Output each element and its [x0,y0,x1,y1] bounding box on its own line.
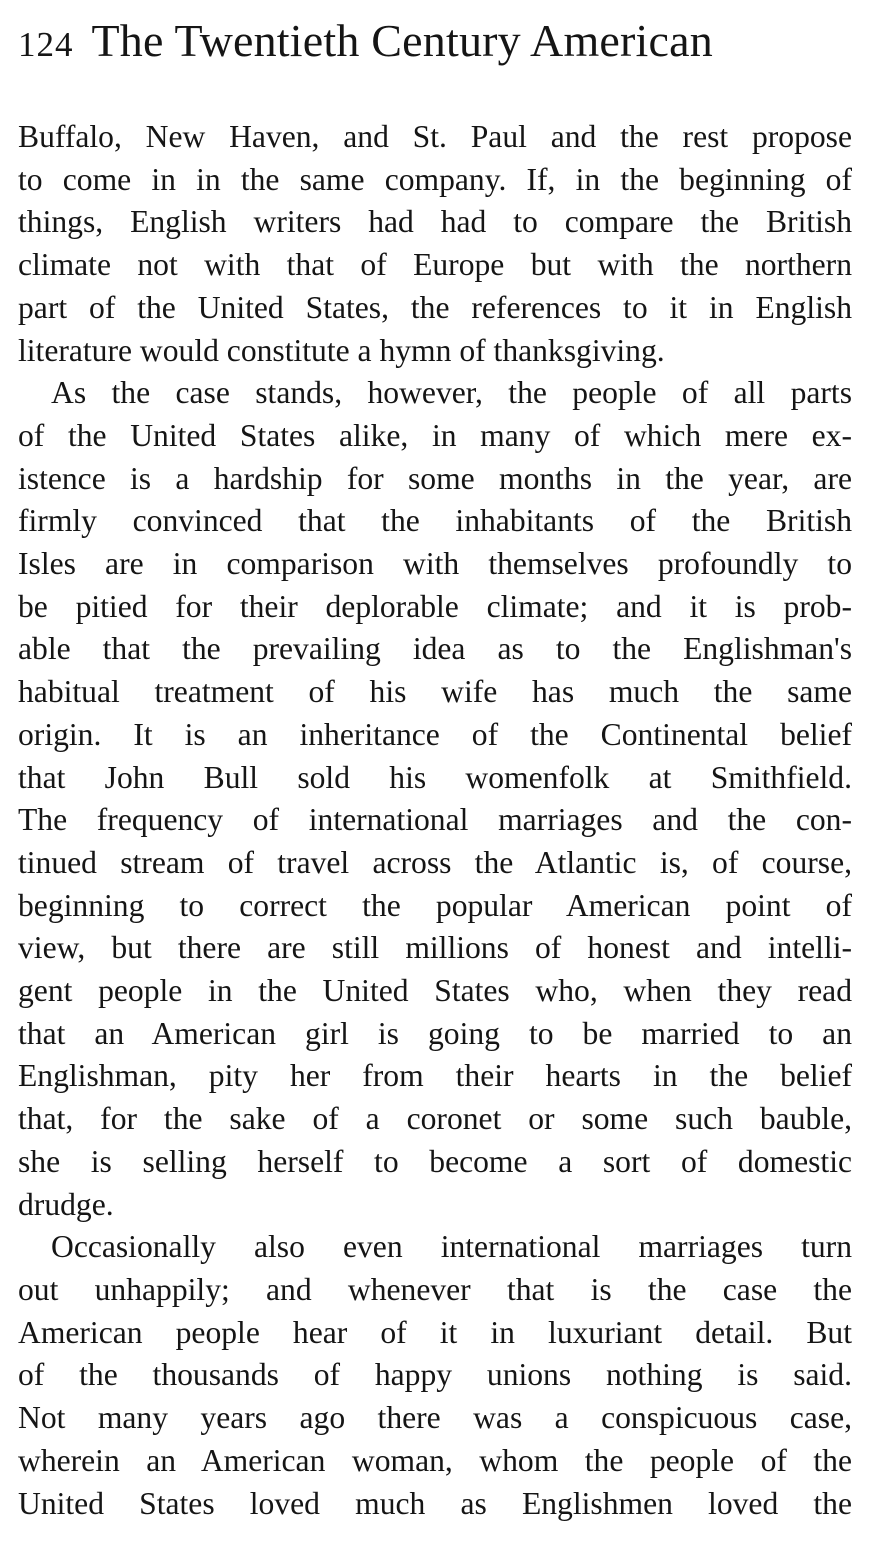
text-line: of the United States alike, in many of which mere ex- [18,417,852,453]
text-line: habitual treatment of his wife has much the same [18,674,852,710]
book-page [18,14,852,1525]
text-line: out unhappily; and whenever that is the case the [18,1271,852,1307]
text-line: firmly convinced that the inhabitants of the British [18,503,852,539]
text-line: istence is a hardship for some months in the year, are [18,460,852,496]
text-line: United States loved much as Englishmen loved the [18,1485,852,1521]
text-line: gent people in the United States who, when they read [18,973,852,1009]
text-line: As the case stands, however, the people of all parts [51,375,852,411]
text-line: literature would constitute a hymn of thanksgiving. [18,332,665,368]
paragraph-3 [18,1226,852,1525]
text-line: able that the prevailing idea as to the Englishman's [18,631,852,667]
paragraph-2 [18,372,852,1226]
text-line: The frequency of international marriages and the con- [18,802,852,838]
text-line: Not many years ago there was a conspicuous case, [18,1400,852,1436]
text-line: tinued stream of travel across the Atlantic is, of course, [18,844,852,880]
text-line: part of the United States, the references to it in English [18,289,852,325]
text-line: origin. It is an inheritance of the Continental belief [18,716,852,752]
text-line: wherein an American woman, whom the people of the [18,1442,852,1478]
text-line: beginning to correct the popular American point of [18,887,852,923]
text-line: Englishman, pity her from their hearts in the belief [18,1058,852,1094]
body-text [18,116,852,1525]
text-line: of the thousands of happy unions nothing is said. [18,1357,852,1393]
text-line: that an American girl is going to be married to an [18,1015,852,1051]
text-line: Buffalo, New Haven, and St. Paul and the rest propose [18,119,852,154]
text-line: drudge. [18,1186,114,1222]
text-line: Occasionally also even international marriages turn [51,1229,852,1265]
text-line: to come in in the same company. If, in the beginning of [18,161,852,197]
page-number: 124 [18,25,74,64]
text-line: that John Bull sold his womenfolk at Smithfield. [18,759,852,795]
running-title: The Twentieth Century American [91,15,713,66]
text-line: that, for the sake of a coronet or some such bauble, [18,1101,852,1137]
text-line: things, English writers had had to compare the British [18,204,852,240]
running-head [18,14,852,80]
text-line: she is selling herself to become a sort of domestic [18,1143,852,1179]
paragraph-1 [18,116,852,372]
text-line: climate not with that of Europe but with the northern [18,247,852,283]
text-line: be pitied for their deplorable climate; and it is prob- [18,588,852,624]
text-line: Isles are in comparison with themselves profoundly to [18,546,852,582]
text-line: American people hear of it in luxuriant detail. But [18,1314,852,1350]
text-line: view, but there are still millions of honest and intelli- [18,930,852,966]
